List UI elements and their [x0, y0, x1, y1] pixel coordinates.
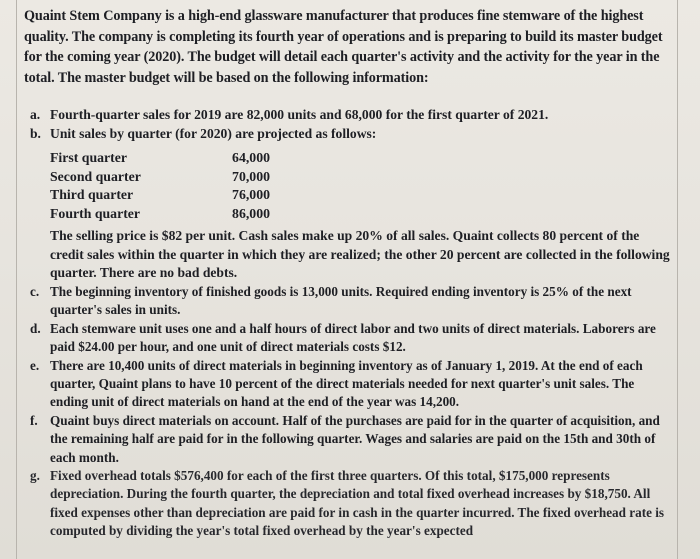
item-g	[20, 467, 670, 541]
item-b-continued-text: The selling price is $82 per unit. Cash sales make up 20% of all sales. Quaint collects 80 percent of the credit sales within the quarter in which they are realized; the other 20 percent are collected in the following quarter. There are no bad debts.	[50, 228, 670, 281]
item-a-letter: a.	[30, 107, 41, 122]
quarter-label: Third quarter	[50, 187, 134, 203]
quarter-value: 76,000	[232, 187, 270, 203]
item-b-continued	[20, 227, 670, 283]
intro-paragraph: Quaint Stem Company is a high-end glassware manufacturer that produces fine stemware of the highest quality. The company is completing its fourth year of operations and is preparing to build its master budget for the coming year (2020). The budget will detail each quarter's activity and the activity for the year in the total. The master budget will be based on the following information:	[24, 8, 663, 86]
item-d	[20, 320, 670, 357]
quarter-value: 70,000	[232, 168, 270, 184]
item-b-letter: b.	[30, 125, 41, 141]
item-a-text: Fourth-quarter sales for 2019 are 82,000 units and 68,000 for the first quarter of 2021.	[50, 107, 549, 122]
quarter-value: 86,000	[232, 205, 270, 221]
information-list	[20, 106, 670, 541]
lower-items	[20, 283, 670, 541]
quarter-row	[50, 205, 670, 224]
item-b	[20, 125, 670, 144]
item-e	[20, 357, 670, 412]
quarter-label: First quarter	[50, 150, 128, 165]
item-c-letter: c.	[30, 283, 40, 299]
quarter-label: Second quarter	[50, 168, 141, 184]
item-f	[20, 412, 670, 467]
quarter-value: 64,000	[232, 150, 270, 165]
item-d-text: Each stemware unit uses one and a half hours of direct labor and two units of direct materials. Laborers are paid $24.00 per hour, and one unit of direct materials costs $12.	[50, 320, 656, 355]
item-c-text: The beginning inventory of finished goods is 13,000 units. Required ending inventory is 25% of the next quarter's sales in units.	[50, 283, 632, 318]
item-g-text: Fixed overhead totals $576,400 for each of the first three quarters. Of this total, $175,000 represents depreciation. During the fourth quarter, the depreciation and total fixed overhead increases by $18,750. All fixed expenses other than depreciation are paid for in cash in the quarter incurred. The fixed overhead rate is computed by dividing the year's total fixed overhead by the year's expected	[50, 467, 665, 539]
item-a	[20, 106, 670, 125]
quarter-row	[50, 149, 670, 168]
item-c	[20, 283, 670, 320]
item-f-text: Quaint buys direct materials on account. Half of the purchases are paid for in the quarter of acquisition, and the remaining half are paid for in the following quarter. Wages and salaries are paid on the 15th and 30th of each month.	[50, 412, 660, 465]
quarter-row	[50, 186, 670, 205]
item-g-letter: g.	[30, 467, 40, 483]
item-e-text: There are 10,400 units of direct materials in beginning inventory as of January 1, 2019. At the end of each quarter, Quaint plans to have 10 percent of the direct materials needed for next quarter's unit sales. The ending unit of direct materials on hand at the end of the year was 14,200.	[50, 357, 643, 410]
quarter-label: Fourth quarter	[50, 205, 141, 221]
quarter-sales-table	[50, 149, 670, 223]
item-e-letter: e.	[30, 357, 40, 373]
item-d-letter: d.	[30, 320, 41, 336]
item-b-text: Unit sales by quarter (for 2020) are projected as follows:	[50, 125, 377, 141]
item-f-letter: f.	[30, 412, 38, 428]
quarter-row	[50, 168, 670, 187]
